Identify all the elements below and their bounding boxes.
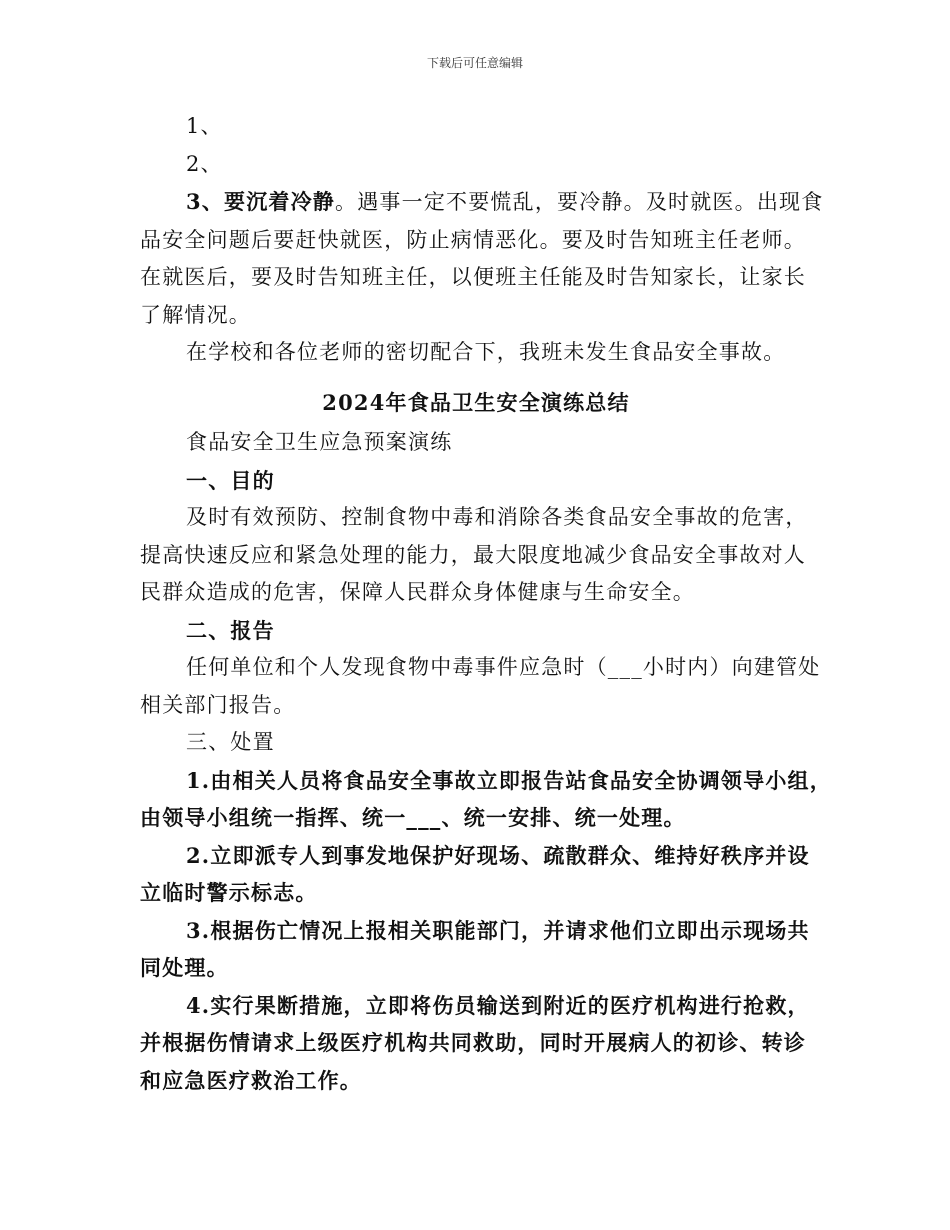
page-header-note: 下载后可任意编辑 (426, 56, 523, 70)
step-1-line-1: 1.由相关人员将食品安全事故立即报告站食品安全协调领导小组， (186, 767, 832, 793)
list-item-3-emphasis: 3、要沉着冷静 (186, 189, 336, 214)
section-1-line-2: 提高快速反应和紧急处理的能力，最大限度地减少食品安全事故对人 (140, 542, 806, 567)
step-4-line-2: 并根据伤情请求上级医疗机构共同救助，同时开展病人的初诊、转诊 (140, 1030, 806, 1055)
step-2-line-2: 立临时警示标志。 (140, 880, 318, 905)
step-2-line-1: 2.立即派专人到事发地保护好现场、疏散群众、维持好秩序并设 (186, 842, 810, 868)
list-item-2: 2、 (186, 151, 223, 176)
section-2-heading: 二、报告 (186, 617, 275, 643)
document-subtitle: 食品安全卫生应急预案演练 (186, 430, 453, 454)
list-item-3-line-1 (140, 183, 824, 222)
document-body (140, 108, 832, 1099)
list-item-1: 1、 (186, 114, 223, 138)
list-item-3-line-3: 在就医后，要及时告知班主任，以便班主任能及时告知家长，让家长 (140, 265, 806, 289)
list-item-3-line-4: 了解情况。 (140, 302, 251, 327)
list-item-3-text: 。遇事一定不要慌乱，要冷静。及时就医。出现食 (335, 190, 824, 214)
step-4-line-3: 和应急医疗救治工作。 (140, 1067, 362, 1093)
step-4-line-1: 4.实行果断措施，立即将伤员输送到附近的医疗机构进行抢救， (186, 992, 810, 1018)
section-1-line-1: 及时有效预防、控制食物中毒和消除各类食品安全事故的危害， (186, 505, 808, 529)
section-2-line-1: 任何单位和个人发现食物中毒事件应急时（___小时内）向建管处 (186, 655, 821, 679)
section-2-line-2: 相关部门报告。 (140, 692, 296, 717)
document-title: 2024年食品卫生安全演练总结 (322, 389, 630, 415)
section-1-heading: 一、目的 (186, 467, 275, 493)
step-3-line-1: 3.根据伤亡情况上报相关职能部门，并请求他们立即出示现场共 (186, 917, 810, 943)
section-3-heading: 三、处置 (186, 730, 275, 754)
step-3-line-2: 同处理。 (140, 955, 229, 980)
section-1-line-3: 民群众造成的危害，保障人民群众身体健康与生命安全。 (140, 580, 695, 604)
step-1-line-2: 由领导小组统一指挥、统一___、统一安排、统一处理。 (140, 805, 686, 830)
closing-paragraph: 在学校和各位老师的密切配合下，我班未发生食品安全事故。 (186, 340, 786, 364)
list-item-3-line-2: 品安全问题后要赶快就医，防止病情恶化。要及时告知班主任老师。 (140, 227, 806, 252)
